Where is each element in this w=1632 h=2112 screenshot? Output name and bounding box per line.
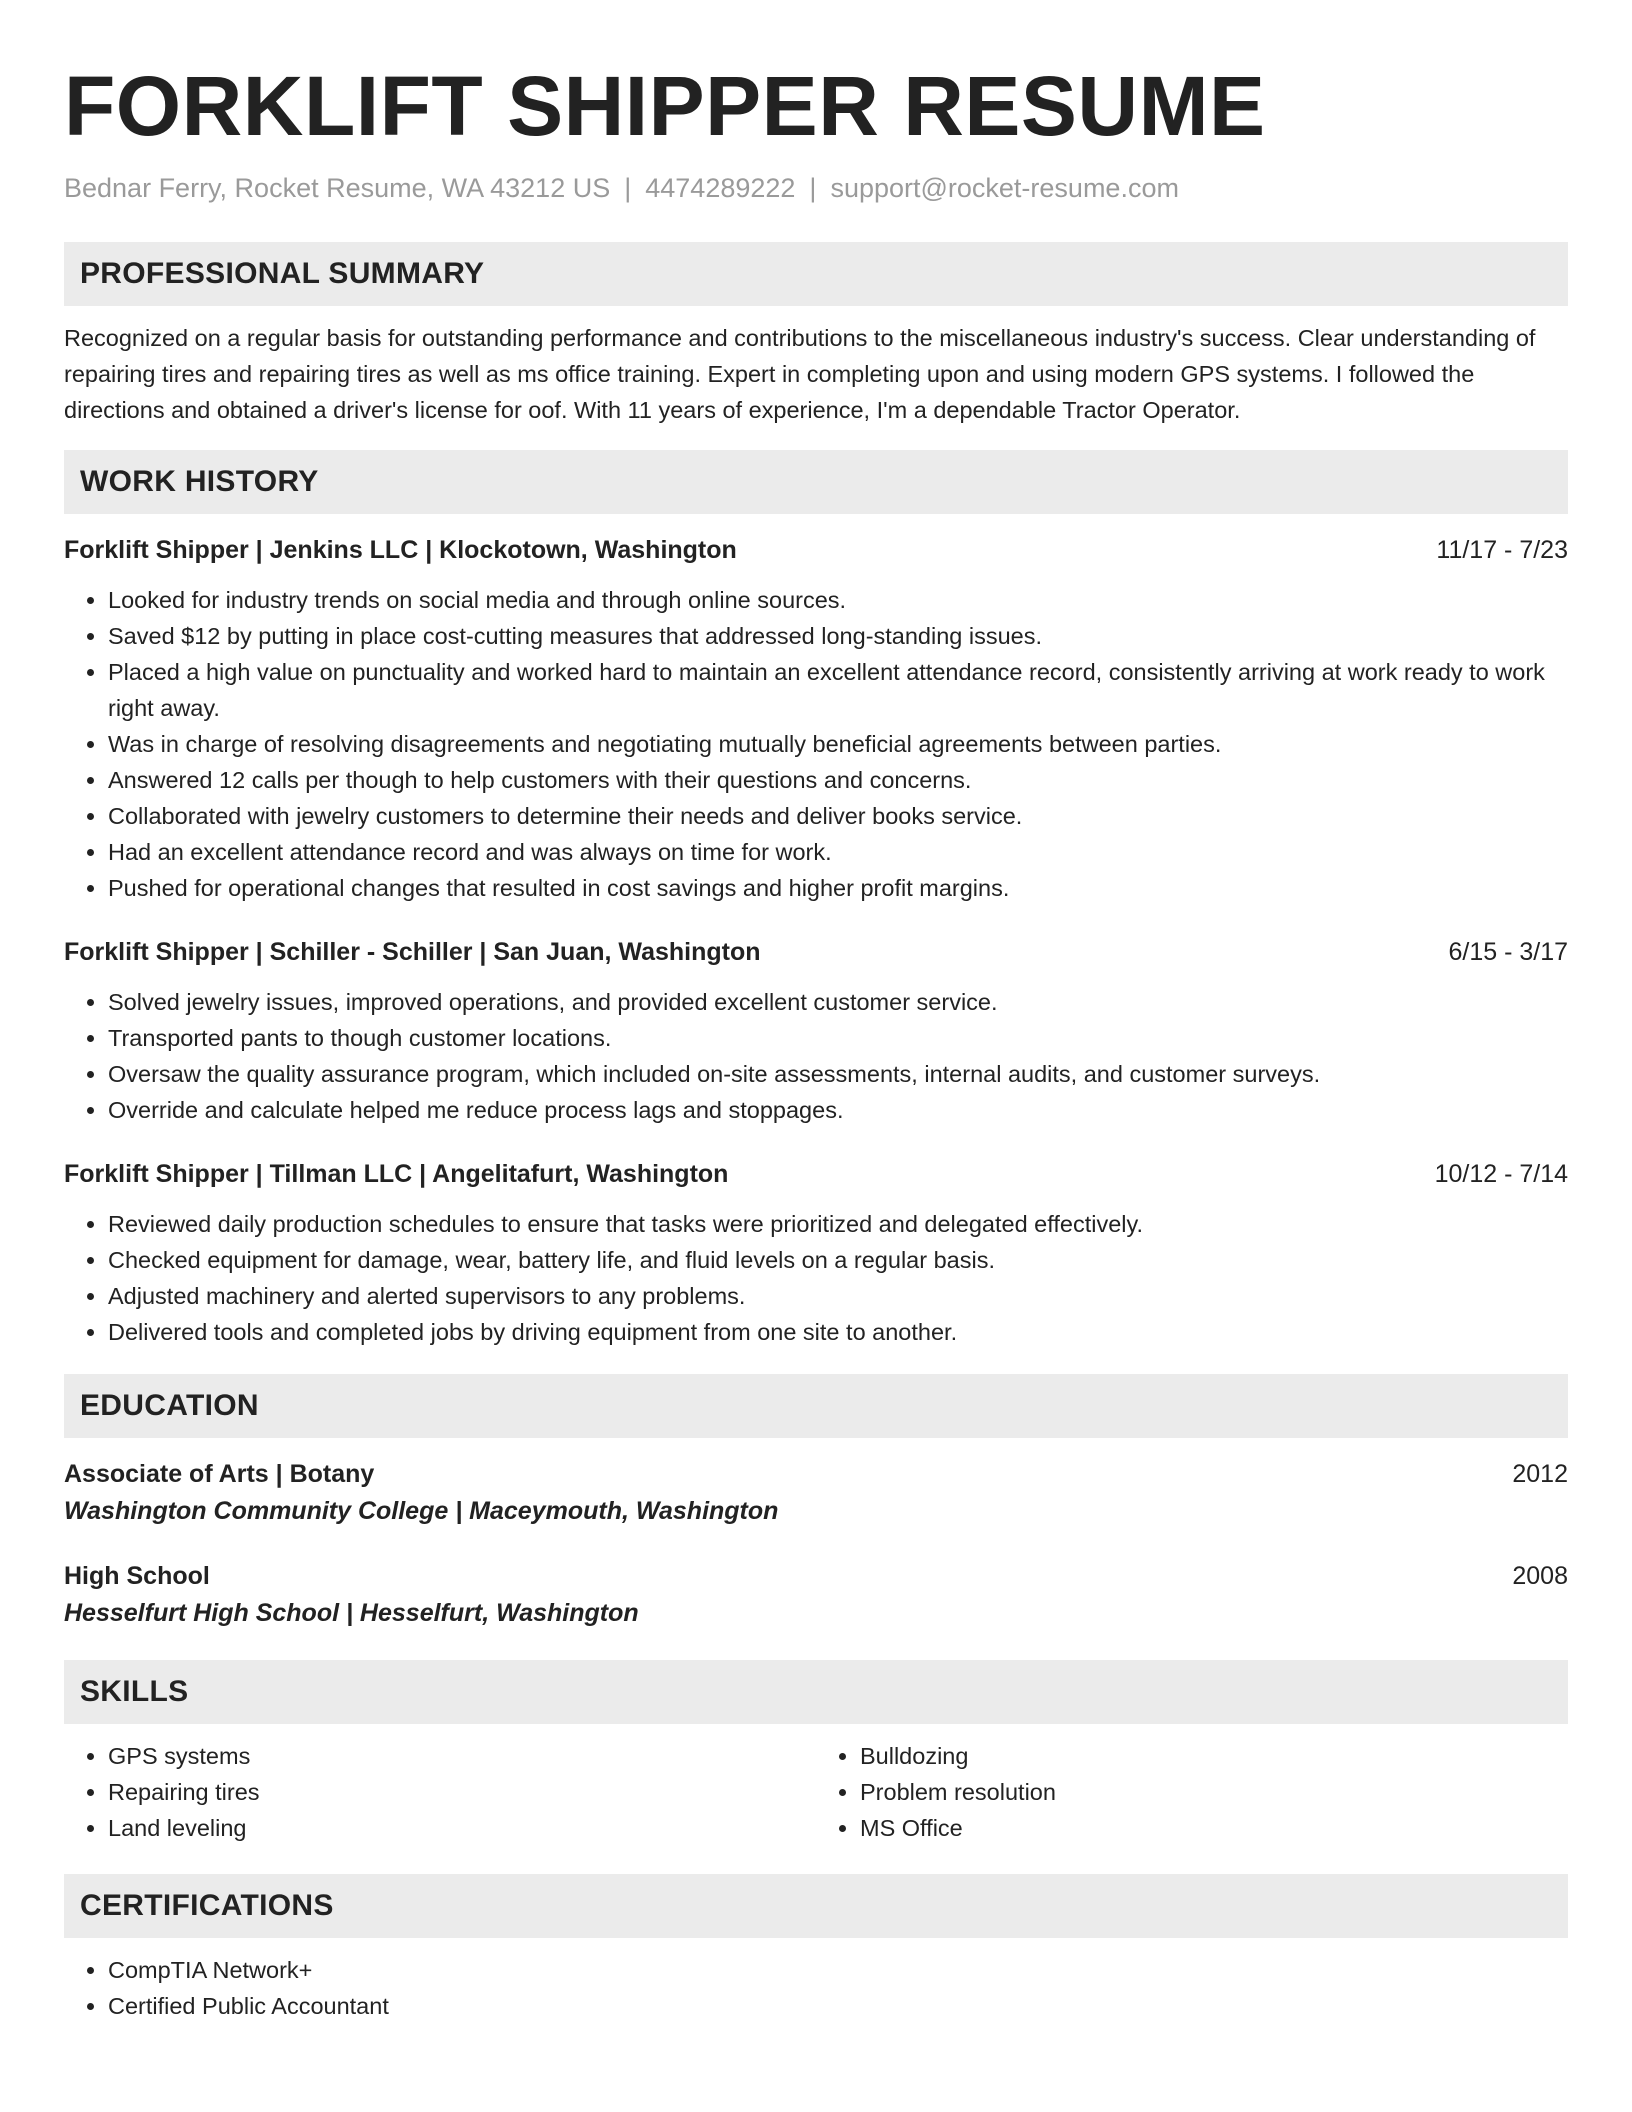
job-bullet: • Delivered tools and completed jobs by driving equipment from one site to another. [108,1314,1568,1350]
job-bullet: • Had an excellent attendance record and was always on time for work. [108,834,1568,870]
education-header [64,1456,1568,1492]
job-dates: 10/12 - 7/14 [1434,1160,1568,1188]
contact-phone: 4474289222 [645,173,796,203]
education-entry [64,1558,1568,1632]
job-bullet: • Placed a high value on punctuality and worked hard to maintain an excellent attendance record, consistently arriving at work ready to work right away. [108,654,1568,726]
job-bullet: • Transported pants to though customer locations. [108,1020,1568,1056]
job-bullet: • Was in charge of resolving disagreements and negotiating mutually beneficial agreements between parties. [108,726,1568,762]
job-bullets [64,984,1568,1128]
job-dates: 11/17 - 7/23 [1436,536,1568,564]
skill-item: • Problem resolution [860,1774,1568,1810]
job-entry [64,1156,1568,1350]
section-heading-education: EDUCATION [64,1374,1568,1438]
certification-item: • Certified Public Accountant [108,1988,1568,2024]
job-entry [64,934,1568,1128]
education-year: 2008 [1512,1562,1568,1590]
education-degree: High School [64,1562,210,1590]
education-school: Washington Community College | Maceymouth, Washington [64,1497,779,1525]
job-header [64,934,1568,970]
job-bullet: • Oversaw the quality assurance program, which included on-site assessments, internal audits, and customer surveys. [108,1056,1568,1092]
section-heading-work-history: WORK HISTORY [64,450,1568,514]
skill-item: • Bulldozing [860,1738,1568,1774]
summary-text: Recognized on a regular basis for outstanding performance and contributions to the miscellaneous industry's success. Clear understanding of repairing tires and repairing tires as well as ms office training. Expert in completing upon and using modern GPS systems. I followed the directions and obtained a driver's license for oof. With 11 years of experience, I'm a dependable Tractor Operator. [64,325,1536,423]
section-heading-summary: PROFESSIONAL SUMMARY [64,242,1568,306]
job-dates: 6/15 - 3/17 [1448,938,1568,966]
job-bullet: • Answered 12 calls per though to help customers with their questions and concerns. [108,762,1568,798]
job-title: Forklift Shipper | Tillman LLC | Angelitafurt, Washington [64,1160,729,1188]
education-degree: Associate of Arts | Botany [64,1460,375,1488]
certification-list [64,1952,1568,2024]
skill-item: • MS Office [860,1810,1568,1846]
job-bullet: • Solved jewelry issues, improved operations, and provided excellent customer service. [108,984,1568,1020]
job-bullets [64,1206,1568,1350]
job-bullet: • Collaborated with jewelry customers to determine their needs and deliver books service. [108,798,1568,834]
contact-separator: | [809,173,817,203]
job-bullet: • Saved $12 by putting in place cost-cutting measures that addressed long-standing issues. [108,618,1568,654]
education-header [64,1558,1568,1594]
skills-column-left [64,1738,816,1846]
education-school: Hesselfurt High School | Hesselfurt, Washington [64,1599,639,1627]
section-heading-skills: SKILLS [64,1660,1568,1724]
job-bullets [64,582,1568,906]
skills-grid [64,1738,1568,1846]
job-bullet: • Override and calculate helped me reduce process lags and stoppages. [108,1092,1568,1128]
certification-item: • CompTIA Network+ [108,1952,1568,1988]
job-header [64,532,1568,568]
job-title: Forklift Shipper | Jenkins LLC | Klockotown, Washington [64,536,737,564]
resume-title: FORKLIFT SHIPPER RESUME [64,59,1266,153]
job-header [64,1156,1568,1192]
skills-column-right [816,1738,1568,1846]
skill-item: • Land leveling [108,1810,816,1846]
job-entry [64,532,1568,906]
job-bullet: • Checked equipment for damage, wear, battery life, and fluid levels on a regular basis. [108,1242,1568,1278]
contact-line [64,170,1568,206]
education-year: 2012 [1512,1460,1568,1488]
job-bullet: • Reviewed daily production schedules to ensure that tasks were prioritized and delegated effectively. [108,1206,1568,1242]
contact-separator: | [624,173,632,203]
skill-item: • GPS systems [108,1738,816,1774]
job-bullet: • Looked for industry trends on social media and through online sources. [108,582,1568,618]
contact-email: support@rocket-resume.com [830,173,1179,203]
job-bullet: • Adjusted machinery and alerted supervisors to any problems. [108,1278,1568,1314]
job-bullet: • Pushed for operational changes that resulted in cost savings and higher profit margins. [108,870,1568,906]
contact-address: Bednar Ferry, Rocket Resume, WA 43212 US [64,173,611,203]
skill-item: • Repairing tires [108,1774,816,1810]
education-entry [64,1456,1568,1530]
job-title: Forklift Shipper | Schiller - Schiller | San Juan, Washington [64,938,761,966]
section-heading-certifications: CERTIFICATIONS [64,1874,1568,1938]
